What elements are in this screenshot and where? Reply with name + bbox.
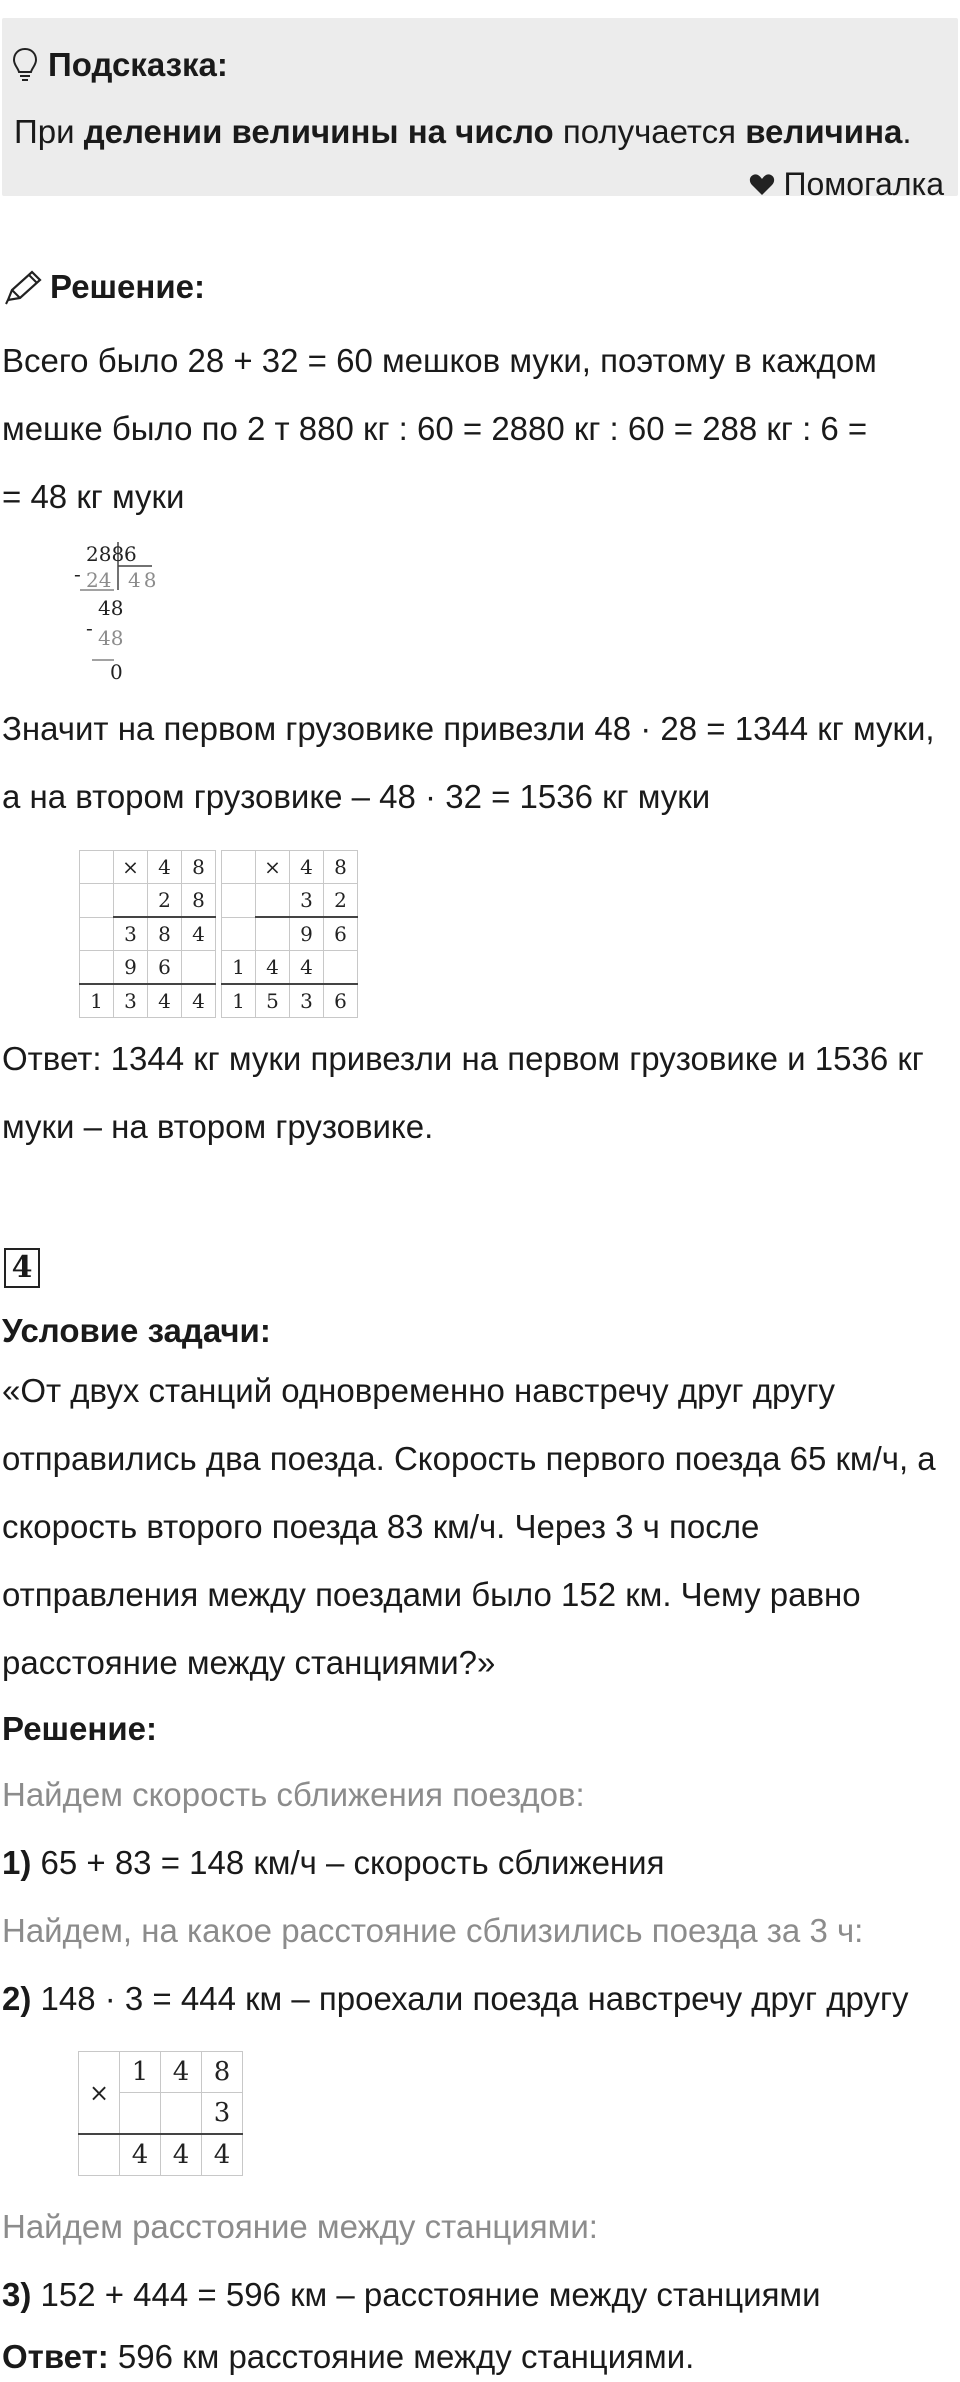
grid-cell: [80, 951, 114, 985]
grid-cell: 2: [324, 884, 358, 918]
hint-text-bold1: делении величины на число: [83, 113, 554, 150]
grid-row: [79, 2134, 243, 2176]
division-result: 0: [110, 660, 123, 684]
grid-cell: 5: [256, 984, 290, 1018]
grid-cell: [222, 851, 256, 884]
condition-heading: Условие задачи:: [2, 1312, 271, 1349]
step1: [2, 1844, 664, 1882]
grid-cell: 3: [114, 984, 148, 1018]
division-quotient: 48: [128, 568, 160, 592]
solution-heading-text: Решение:: [50, 268, 205, 305]
grid-cell: 3: [114, 917, 148, 951]
task-number-box: 4: [4, 1248, 40, 1288]
hint-text-prefix: При: [14, 113, 84, 150]
hint-title: [12, 46, 228, 84]
pencil-icon: [2, 268, 44, 306]
step2-number: 2): [2, 1980, 32, 2017]
grid-cell: 6: [324, 984, 358, 1018]
grid-cell: [161, 2093, 202, 2135]
final-answer-label: Ответ:: [2, 2338, 109, 2375]
grid-cell: [182, 951, 216, 985]
grid-cell: 1: [222, 984, 256, 1018]
grid-cell: 4: [161, 2052, 202, 2093]
helper-label: Помогалка: [783, 166, 944, 202]
grid-row: [222, 851, 358, 884]
solution-heading: [2, 268, 205, 306]
solution-line-4: Значит на первом грузовике привезли 48 · 28 = 1344 кг муки,: [2, 710, 935, 747]
grid-cell: 3: [202, 2093, 243, 2135]
grid-cell: 4: [182, 917, 216, 951]
grid-row: [222, 884, 358, 918]
grid-row: [80, 917, 216, 951]
grid-cell: [80, 884, 114, 918]
heart-icon: [749, 173, 775, 197]
multiplication-grid-3: [78, 2051, 243, 2176]
grid-cell: [79, 2134, 120, 2176]
grid-cell: 4: [161, 2134, 202, 2176]
solution-line-3: = 48 кг муки: [2, 478, 185, 515]
grid-cell: [114, 884, 148, 918]
grid-cell: 4: [290, 951, 324, 985]
division-sub-2: 48: [98, 626, 124, 650]
grid-cell: [120, 2093, 161, 2135]
solution-line-5: а на втором грузовике – 48 · 32 = 1536 кг муки: [2, 778, 711, 815]
answer-line-1: Ответ: 1344 кг муки привезли на первом грузовике и 1536 кг: [2, 1040, 924, 1077]
grid-row: [222, 951, 358, 985]
step2-text: 148 · 3 = 444 км – проехали поезда навстречу друг другу: [31, 1980, 909, 2017]
grid-cell: 4: [290, 851, 324, 884]
grid-cell: ×: [256, 851, 290, 884]
hint-title-text: Подсказка:: [48, 46, 228, 83]
final-answer-text: 596 км расстояние между станциями.: [108, 2338, 695, 2375]
grid-row: [222, 984, 358, 1018]
grid-cell: ×: [114, 851, 148, 884]
grid-cell: 6: [148, 951, 182, 985]
grid-row: [80, 984, 216, 1018]
step1-hint: Найдем скорость сближения поездов:: [2, 1776, 585, 1813]
grid-cell: ×: [79, 2052, 120, 2135]
solution-line-1: Всего было 28 + 32 = 60 мешков муки, поэтому в каждом: [2, 342, 877, 379]
grid-cell: 4: [182, 984, 216, 1018]
grid-cell: [80, 917, 114, 951]
hint-box: [2, 18, 958, 202]
grid-cell: 1: [120, 2052, 161, 2093]
step1-number: 1): [2, 1844, 32, 1881]
step3-text: 152 + 444 = 596 км – расстояние между станциями: [31, 2276, 821, 2313]
grid-cell: 1: [222, 951, 256, 985]
grid-cell: 4: [202, 2134, 243, 2176]
grid-cell: [256, 917, 290, 951]
condition-line-3: скорость второго поезда 83 км/ч. Через 3 ч после: [2, 1508, 760, 1545]
step3-number: 3): [2, 2276, 32, 2313]
division-divisor: 6: [124, 542, 137, 566]
grid-cell: 4: [120, 2134, 161, 2176]
grid-cell: 4: [256, 951, 290, 985]
grid-cell: 8: [148, 917, 182, 951]
condition-line-5: расстояние между станциями?»: [2, 1644, 496, 1681]
grid-cell: [222, 917, 256, 951]
helper-link[interactable]: [749, 166, 944, 203]
grid-cell: 3: [290, 884, 324, 918]
grid-row: [80, 951, 216, 985]
division-sub-1: 24: [86, 568, 112, 592]
division-minus-1: -: [74, 562, 81, 586]
grid-cell: 8: [182, 851, 216, 884]
division-minus-2: -: [86, 616, 93, 640]
multiplication-grid-1: [79, 850, 216, 1018]
hint-text-middle: получается: [553, 113, 746, 150]
grid-cell: 9: [114, 951, 148, 985]
grid-cell: 4: [148, 851, 182, 884]
condition-line-1: «От двух станций одновременно навстречу друг другу: [2, 1372, 836, 1409]
grid-cell: 4: [148, 984, 182, 1018]
grid-row: [79, 2052, 243, 2093]
grid-cell: 8: [202, 2052, 243, 2093]
task4-solution-heading: Решение:: [2, 1710, 157, 1747]
hint-text: [14, 113, 912, 151]
solution-line-2: мешке было по 2 т 880 кг : 60 = 2880 кг : 60 = 288 кг : 6 =: [2, 410, 868, 447]
grid-cell: 6: [324, 917, 358, 951]
condition-line-4: отправления между поездами было 152 км. Чему равно: [2, 1576, 861, 1613]
answer-line-2: муки – на втором грузовике.: [2, 1108, 434, 1145]
step1-text: 65 + 83 = 148 км/ч – скорость сближения: [31, 1844, 665, 1881]
hint-text-bold2: величина: [745, 113, 903, 150]
multiplication-grid-2: [221, 850, 358, 1018]
grid-cell: [80, 851, 114, 884]
grid-cell: 9: [290, 917, 324, 951]
grid-row: [222, 917, 358, 951]
grid-cell: 3: [290, 984, 324, 1018]
step3-hint: Найдем расстояние между станциями:: [2, 2208, 598, 2245]
step2: [2, 1980, 909, 2018]
grid-cell: [324, 951, 358, 985]
grid-cell: 1: [80, 984, 114, 1018]
division-dividend: 288: [86, 542, 125, 566]
grid-cell: 8: [182, 884, 216, 918]
grid-cell: [256, 884, 290, 918]
hint-text-suffix: .: [902, 113, 912, 150]
grid-cell: 2: [148, 884, 182, 918]
step2-hint: Найдем, на какое расстояние сблизились поезда за 3 ч:: [2, 1912, 864, 1949]
final-answer: [2, 2338, 694, 2376]
division-remainder-1: 48: [98, 596, 124, 620]
grid-cell: 8: [324, 851, 358, 884]
lightbulb-icon: [12, 47, 38, 83]
grid-cell: [222, 884, 256, 918]
condition-line-2: отправились два поезда. Скорость первого поезда 65 км/ч, а: [2, 1440, 936, 1477]
grid-row: [80, 851, 216, 884]
grid-row: [80, 884, 216, 918]
step3: [2, 2276, 821, 2314]
